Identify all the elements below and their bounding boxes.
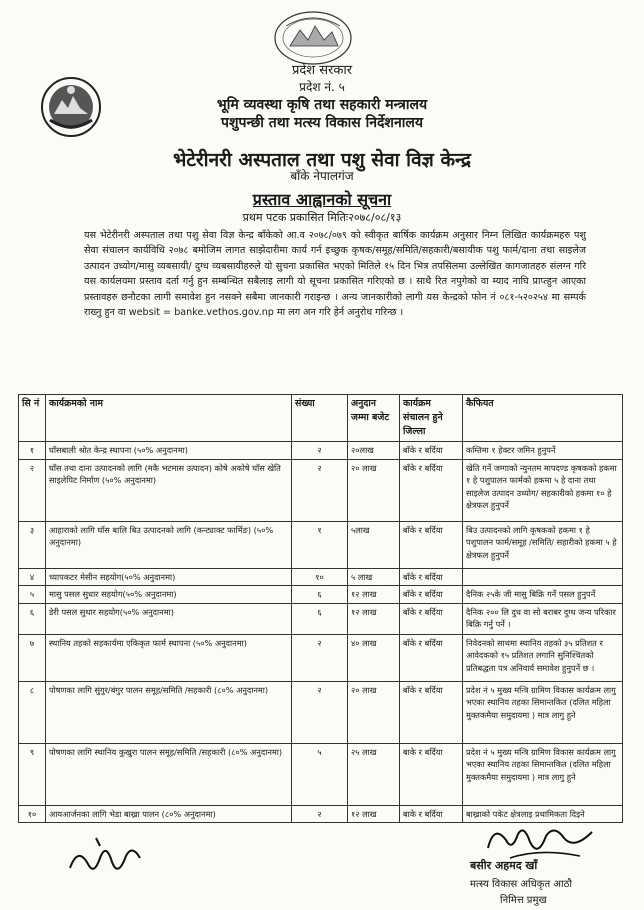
cell-sn: ५ (19, 586, 46, 604)
handwritten-initial (60, 828, 150, 888)
officer-designation: मत्स्य विकास अधिकृत आठौ (470, 879, 572, 890)
cell-sn: ९ (19, 743, 46, 805)
cell-count: १० (292, 568, 348, 586)
cell-district: बाँके र बर्दिया (400, 634, 463, 681)
published-date: प्रथम पटक प्रकासित मितिः२०७८/०८/१३ (242, 211, 402, 224)
header-province-number: प्रदेश नं. ५ (299, 80, 345, 94)
header-office-name: भेटेरीनरी अस्पताल तथा पशु सेवा विज्ञ केन्द्र (172, 149, 472, 171)
programs-table (18, 394, 623, 823)
col-header-district: कार्यक्रम संचालन हुने जिल्ला (400, 395, 463, 442)
table-row (19, 743, 623, 805)
cell-remark: दैनिक २०० लि दुध वा सो बराबर दुग्ध जन्य परिकार बिक्रि गर्नु पर्ने । (463, 603, 623, 634)
cell-budget: २० लाख (348, 681, 400, 743)
cell-remark: बाख्राको पकेट क्षेत्रलाइ प्रथामिकता दिइने (463, 805, 623, 823)
header-office-location: बाँके नेपालगंज (290, 169, 354, 183)
cell-count: ६ (292, 586, 348, 604)
officer-role: निमित्त प्रमुख (500, 895, 547, 906)
cell-district: बाँके र बर्दिया (400, 459, 463, 521)
cell-sn: १० (19, 805, 46, 823)
table-row (19, 586, 623, 604)
cell-count: ५ (292, 743, 348, 805)
cell-remark: प्रदेश नं ५ मुख्य मन्त्रि ग्रामिण विकास कार्यक्रम लागु भएका स्थानिय तहका सिमान्तकित (दलित महिला मुक्तकमैया समुदायमा ) मात्र लागु हुने (463, 681, 623, 743)
cell-count: २ (292, 459, 348, 521)
header-directorate: पशुपन्छी तथा मत्स्य विकास निर्देशनालय (221, 115, 423, 131)
nepal-emblem-stamp (270, 8, 356, 68)
col-header-program: कार्यक्रमको नाम (46, 395, 292, 442)
col-header-count: संख्या (292, 395, 348, 442)
cell-sn: १ (19, 442, 46, 460)
col-header-remark: कैफियत (463, 395, 623, 442)
cell-remark: बिउ उत्पादनको लागि कृषकको हकमा १ हे पशुपालन फार्म/समूह /समिति/ सहारीको हकमा ५ हे क्षेत्रफल हुनुपर्ने (463, 521, 623, 568)
cell-program: आयआर्जनका लागि भेडा बाख्रा पालन (८०% अनुदानमा) (46, 805, 292, 823)
cell-count: २ (292, 681, 348, 743)
cell-remark (463, 568, 623, 586)
table-header-row (19, 395, 623, 442)
notice-title: प्रस्ताव आह्वानको सूचना (252, 190, 392, 209)
cell-district: बाँके र बर्दिया (400, 521, 463, 568)
cell-district: बाके र बर्दिया (400, 805, 463, 823)
cell-budget: २०लाख (348, 442, 400, 460)
cell-count: २ (292, 442, 348, 460)
col-header-sn: सि नं (19, 395, 46, 442)
officer-name: बसीर अहमद खाँ (470, 859, 538, 872)
cell-remark: निवेदनको साथमा स्थानिय तहको ३५ प्रतिशत र आवेदकको १५ प्रतिशत लगानि सुनिश्चितको प्रतिबद्धता पत्र अनिवार्य समावेश हुनुपर्ने छ । (463, 634, 623, 681)
cell-sn: ४ (19, 568, 46, 586)
cell-district: बाँके र बर्दिया (400, 568, 463, 586)
cell-program: मासु पसल सुधार सहयोग(५०% अनुदानमा) (46, 586, 292, 604)
cell-budget: २५ लाख (348, 743, 400, 805)
cell-count: ६ (292, 603, 348, 634)
table-row (19, 634, 623, 681)
table-row (19, 568, 623, 586)
cell-budget: ५ लाख (348, 568, 400, 586)
cell-sn: ८ (19, 681, 46, 743)
cell-program: च्यापकटर मेसीन सहयोग(५०% अनुदानमा) (46, 568, 292, 586)
cell-program: घाँस तथा दाना उत्पादनको लागि (मकै भटमास उत्पादन) कोषे अकोषे घाँस खेति साइलेपिट निर्माण (५०% अनुदानमा) (46, 459, 292, 521)
header-province-government: प्रदेश सरकार (291, 63, 353, 78)
cell-count: २ (292, 634, 348, 681)
cell-district: बाँके र बर्दिया (400, 586, 463, 604)
cell-remark: दैनिक २५के जी मासु बिक्रि गर्ने पसल हुनुपर्ने (463, 586, 623, 604)
cell-sn: २ (19, 459, 46, 521)
header-ministry: भूमि व्यवस्था कृषि तथा सहकारी मन्त्रालय (216, 97, 428, 113)
cell-count: १ (292, 521, 348, 568)
cell-budget: १२ लाख (348, 586, 400, 604)
col-header-budget: अनुदान जम्मा बजेट (348, 395, 400, 442)
cell-district: बाके र बर्दिया (400, 743, 463, 805)
cell-program: डेरी पसल सुधार सहयोग(५०% अनुदानमा) (46, 603, 292, 634)
cell-budget: १२ लाख (348, 805, 400, 823)
cell-program: आहाराको लागि घाँस बालि बिउ उत्पादनको लागि (कन्ट्याक्ट फार्मिङ) (५०% अनुदानमा) (46, 521, 292, 568)
cell-remark: प्रदेश नं ५ मुख्य मन्त्रि ग्रामिण विकास कार्यक्रम लागु भएका स्थानिय तहका सिमान्तकित (दलित महिला मुक्तकमैया समुदायमा ) मात्र लागु हुने (463, 743, 623, 805)
cell-remark: कम्तिमा १ हेक्टर जमिन हुनुपर्ने (463, 442, 623, 460)
cell-budget: ४० लाख (348, 634, 400, 681)
cell-program: घाँसबाली श्रोत केन्द्र स्थापना (५०% अनुदानमा) (46, 442, 292, 460)
cell-budget: १२ लाख (348, 603, 400, 634)
cell-district: बाँके र बर्दिया (400, 442, 463, 460)
table-row (19, 521, 623, 568)
cell-district: बाँके र बर्दिया (400, 603, 463, 634)
cell-budget: २० लाख (348, 459, 400, 521)
table-row (19, 681, 623, 743)
table-row (19, 442, 623, 460)
cell-budget: ५लाख (348, 521, 400, 568)
table-row (19, 459, 623, 521)
cell-count: २ (292, 805, 348, 823)
cell-sn: ३ (19, 521, 46, 568)
table-row (19, 603, 623, 634)
cell-sn: ६ (19, 603, 46, 634)
cell-program: पोषणका लागि स्थानिय कुखुरा पालन समूह/समिति /सहकारी (८०% अनुदानमा) (46, 743, 292, 805)
intro-paragraph: यस भेटेरीनरी अस्पताल तथा पशु सेवा विज्ञ केन्द्र बाँकेको आ.व २०७८/०७९ को स्वीकृत बार्षिक कार्यक्रम अनुसार निम्न लिखित कार्यक्रमहरु पशु सेवा संचालन कार्यविधि २०७८ बमोजिम लागत साझेदारीमा कार्य गर्न इच्छुक कृषक/समूह/समिति/सहकारी/बसायीक पशु फार्म/दाना तथा साइलेज उत्पादन उध्योग/मासु व्यबसायी/ दुग्ध व्यबसायीहरुले यो सुचना प्रकासित भएको मितिले १५ दिन भित्र तपसिलमा उल्लेखित कागजातहरु संलग्न गरि यस कार्यलयमा प्रस्ताव दर्ता गर्नु हुन सम्बन्धित सबैलाइ लागी यो सूचना प्रकासित गरिएको छ । साथै रित नपुगेको वा म्याद नाघि प्राप्त्हुन आएका प्रस्तावहरु छनौटका लागी समावेश हुन नसक्ने सबैमा जानकारी गराइन्छ । अन्य जानकारीको लागी यस केन्द्रको फोन नं ०८१-५२०२५४ मा सम्पर्क राख्नु हुन वा websit = banke.vethos.gov.np मा लग अन गरि हेर्न अनुरोध गरिन्छ । (84, 230, 586, 319)
cell-remark: खेति गर्ने जग्गाको न्युनतम मापदण्ड कृषकको हकमा १ हे पशुपालन फार्मको हकमा ५ हे दाना तथा साइलेज उत्पादन उध्योग/ सहकारीको हकमा १० हे क्षेत्रफल हुनुपर्ने (463, 459, 623, 521)
cell-district: बाँके र बर्दिया (400, 681, 463, 743)
cell-sn: ७ (19, 634, 46, 681)
cell-program: स्थानिय तहको सहकार्यमा एकिकृत फार्म स्थापना (५०% अनुदानमा) (46, 634, 292, 681)
cell-program: पोषणका लागि सुंगुर/बंगुर पालन समूह/समिति /सहकारी (८०% अनुदानमा) (46, 681, 292, 743)
